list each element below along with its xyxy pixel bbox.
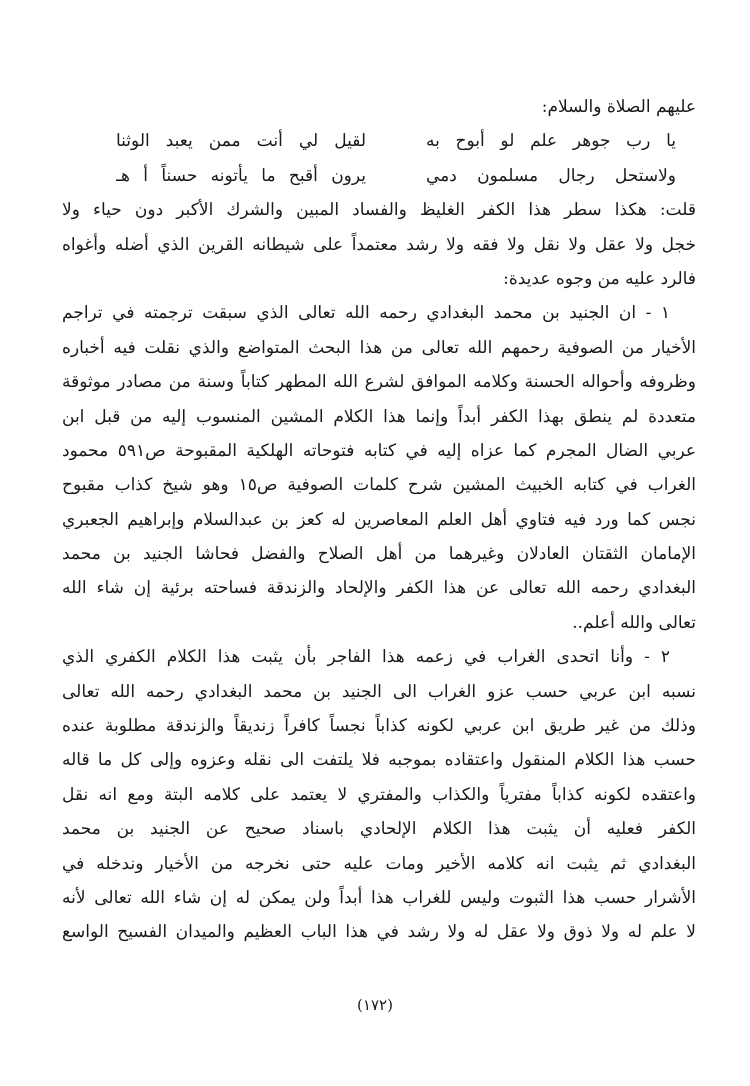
text-line: نسبه ابن عربي حسب عزو الغراب الى الجنيد بن محمد البغدادي رحمه الله تعالى bbox=[62, 681, 696, 702]
verse-first-hemistich: ولاستحل رجال مسلمون دمي bbox=[426, 165, 676, 186]
text-line: الغراب في كتابه الخبيث المشين شرح كلمات الصوفية ص١٥ وهو شيخ كذاب مقبوح bbox=[62, 475, 696, 496]
text-line: ١ - ان الجنيد بن محمد البغدادي رحمه الله تعالى الذي سبقت ترجمته في تراجم bbox=[62, 303, 670, 324]
text-line: البغدادي ثم يثبت انه كلامه الأخير ومات عليه حتى نخرجه من الأخيار وندخله في bbox=[62, 853, 696, 874]
text-line: الأشرار حسب هذا الثبوت وليس للغراب هذا أبداً ولن يمكن له إن شاء الله تعالى لأنه bbox=[62, 887, 696, 908]
verse-second-hemistich: لقيل لي أنت ممن يعبد الوثنا bbox=[116, 131, 366, 152]
text-line: لا علم له ولا ذوق ولا عقل له ولا رشد في هذا الباب العظيم والميدان الفسيح الواسع bbox=[62, 922, 696, 943]
poem-verse bbox=[62, 124, 696, 158]
verse-second-hemistich: يرون أقبح ما يأتونه حسناً أ هـ bbox=[116, 165, 366, 186]
text-line: ٢ - وأنا اتحدى الغراب في زعمه هذا الفاجر بأن يثبت هذا الكلام الكفري الذي bbox=[62, 647, 670, 668]
text-line: عربي الضال المجرم كما عزاه إليه في كتابه فتوحاته الهلكية المقبوحة ص٥٩١ محمود bbox=[62, 440, 696, 461]
text-line: متعددة لم ينطق بهذا الكفر أبداً وإنما هذا الكلام المشين المنسوب إليه من قبل ابن bbox=[62, 406, 696, 427]
verse-first-hemistich: يا رب جوهر علم لو أبوح به bbox=[426, 131, 676, 152]
poem-verse bbox=[62, 159, 696, 193]
text-line: واعتقده لكونه كذاباً مفترياً والكذاب والمفتري لا يعتمد على كلامه البتة ومع انه نقل bbox=[62, 784, 696, 805]
text-line: خجل ولا عقل ولا نقل ولا فقه ولا رشد معتمداً على شيطانه القرين الذي أضله وأغواه bbox=[62, 234, 696, 255]
text-line: قلت: هكذا سطر هذا الكفر الغليظ والفساد المبين والشرك الأكبر دون حياء ولا bbox=[62, 200, 696, 221]
text-line: وظروفه وأحواله الحسنة وكلامه الموافق لشرع الله المطهر كتاباً وسنة من مصادر موثوقة bbox=[62, 372, 696, 393]
page-number: (١٧٢) bbox=[357, 996, 393, 1014]
text-line: فالرد عليه من وجوه عديدة: bbox=[503, 268, 696, 289]
text-line: حسب هذا الكلام المنقول واعتقاده بموجبه فلا يلتفت الى نقله وعزوه وإلى كل ما قاله bbox=[62, 750, 696, 771]
text-line: نجس كما ورد فيه فتاوي أهل العلم المعاصرين له كعز بن عبدالسلام وإبراهيم الجعبري bbox=[62, 509, 696, 530]
text-line: الإمامان الثقتان العادلان وغيرهما من أهل الصلاح والفضل فحاشا الجنيد بن محمد bbox=[62, 544, 696, 565]
text-line: الكفر فعليه أن يثبت هذا الكلام الإلحادي باسناد صحيح عن الجنيد بن محمد bbox=[62, 819, 696, 840]
body-text bbox=[62, 90, 696, 950]
text-line: الأخيار من الصوفية رحمهم الله تعالى من هذا البحث المتواضع والذي نقلت فيه أخباره bbox=[62, 337, 696, 358]
text-line: تعالى والله أعلم.. bbox=[572, 612, 696, 633]
text-line: عليهم الصلاة والسلام: bbox=[541, 97, 696, 117]
text-line: وذلك من غير طريق ابن عربي لكونه كذاباً نجساً كافراً زنديقاً والزندقة مطلوبة عنده bbox=[62, 716, 696, 737]
text-line: البغدادي رحمه الله تعالى عن هذا الكفر والإلحاد والزندقة فساحته برئية إن شاء الله bbox=[62, 578, 696, 599]
